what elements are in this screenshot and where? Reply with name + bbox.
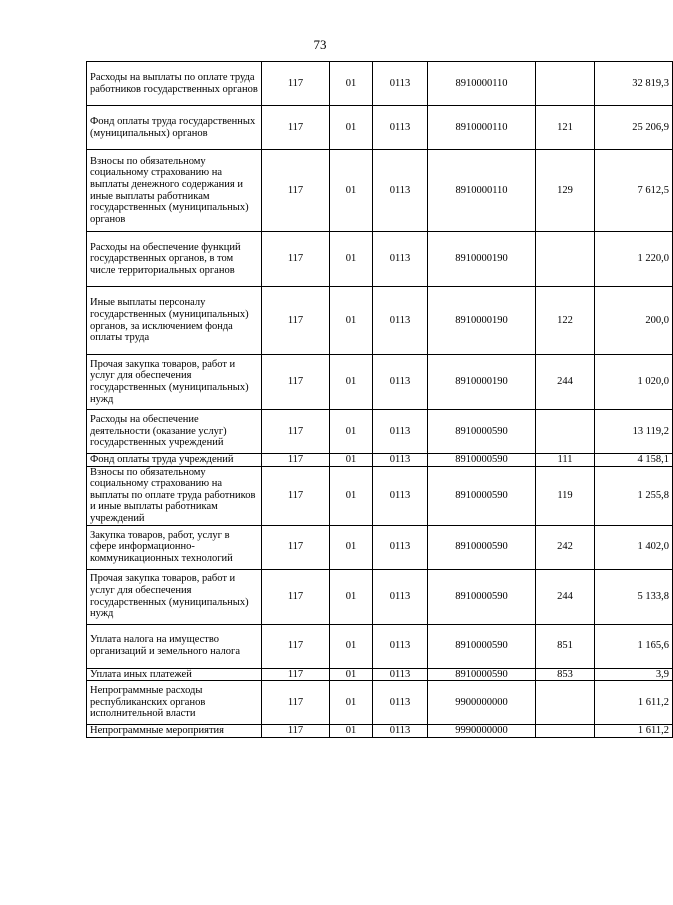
table-row [87, 106, 673, 150]
table-row [87, 355, 673, 410]
row-name: Прочая закупка товаров, работ и услуг для обеспечения государственных (муниципальных) нужд [87, 355, 262, 410]
expense-type-code [536, 725, 595, 738]
budget-table-body [87, 62, 673, 738]
subsection-code: 0113 [373, 668, 428, 681]
target-article-code: 8910000110 [428, 62, 536, 106]
section-code: 01 [330, 62, 373, 106]
amount: 3,9 [595, 668, 673, 681]
row-name: Иные выплаты персоналу государственных (муниципальных) органов, за исключением фонда оплаты труда [87, 287, 262, 355]
admin-code: 117 [262, 62, 330, 106]
row-name: Уплата налога на имущество организаций и земельного налога [87, 624, 262, 668]
admin-code: 117 [262, 106, 330, 150]
table-row [87, 454, 673, 467]
expense-type-code: 122 [536, 287, 595, 355]
section-code: 01 [330, 287, 373, 355]
target-article-code: 9900000000 [428, 681, 536, 725]
amount: 4 158,1 [595, 454, 673, 467]
table-row [87, 569, 673, 624]
budget-table [86, 61, 673, 738]
admin-code: 117 [262, 668, 330, 681]
target-article-code: 9990000000 [428, 725, 536, 738]
admin-code: 117 [262, 454, 330, 467]
row-name: Взносы по обязательному социальному страхованию на выплаты по оплате труда работников и иные выплаты работникам учреждений [87, 466, 262, 525]
table-row [87, 525, 673, 569]
amount: 7 612,5 [595, 150, 673, 232]
amount: 13 119,2 [595, 410, 673, 454]
section-code: 01 [330, 355, 373, 410]
row-name: Уплата иных платежей [87, 668, 262, 681]
target-article-code: 8910000110 [428, 150, 536, 232]
target-article-code: 8910000190 [428, 287, 536, 355]
admin-code: 117 [262, 525, 330, 569]
expense-type-code: 121 [536, 106, 595, 150]
section-code: 01 [330, 454, 373, 467]
expense-type-code: 244 [536, 355, 595, 410]
table-row [87, 62, 673, 106]
amount: 200,0 [595, 287, 673, 355]
row-name: Расходы на выплаты по оплате труда работников государственных органов [87, 62, 262, 106]
target-article-code: 8910000190 [428, 232, 536, 287]
subsection-code: 0113 [373, 106, 428, 150]
amount: 1 020,0 [595, 355, 673, 410]
expense-type-code: 242 [536, 525, 595, 569]
admin-code: 117 [262, 410, 330, 454]
admin-code: 117 [262, 287, 330, 355]
row-name: Взносы по обязательному социальному страхованию на выплаты денежного содержания и иные выплаты работникам государственных (муниципальных) органов [87, 150, 262, 232]
table-row [87, 668, 673, 681]
section-code: 01 [330, 106, 373, 150]
section-code: 01 [330, 150, 373, 232]
target-article-code: 8910000110 [428, 106, 536, 150]
target-article-code: 8910000190 [428, 355, 536, 410]
row-name: Прочая закупка товаров, работ и услуг для обеспечения государственных (муниципальных) нужд [87, 569, 262, 624]
section-code: 01 [330, 569, 373, 624]
admin-code: 117 [262, 624, 330, 668]
subsection-code: 0113 [373, 466, 428, 525]
expense-type-code: 129 [536, 150, 595, 232]
expense-type-code [536, 62, 595, 106]
subsection-code: 0113 [373, 681, 428, 725]
expense-type-code [536, 232, 595, 287]
amount: 32 819,3 [595, 62, 673, 106]
subsection-code: 0113 [373, 410, 428, 454]
section-code: 01 [330, 525, 373, 569]
row-name: Непрограммные мероприятия [87, 725, 262, 738]
section-code: 01 [330, 232, 373, 287]
row-name: Непрограммные расходы республиканских органов исполнительной власти [87, 681, 262, 725]
admin-code: 117 [262, 232, 330, 287]
amount: 1 220,0 [595, 232, 673, 287]
target-article-code: 8910000590 [428, 454, 536, 467]
amount: 1 611,2 [595, 681, 673, 725]
expense-type-code: 119 [536, 466, 595, 525]
amount: 1 402,0 [595, 525, 673, 569]
section-code: 01 [330, 466, 373, 525]
table-row [87, 150, 673, 232]
admin-code: 117 [262, 681, 330, 725]
amount: 1 255,8 [595, 466, 673, 525]
table-row [87, 681, 673, 725]
admin-code: 117 [262, 569, 330, 624]
subsection-code: 0113 [373, 525, 428, 569]
section-code: 01 [330, 624, 373, 668]
subsection-code: 0113 [373, 355, 428, 410]
expense-type-code: 244 [536, 569, 595, 624]
row-name: Фонд оплаты труда государственных (муниципальных) органов [87, 106, 262, 150]
subsection-code: 0113 [373, 150, 428, 232]
admin-code: 117 [262, 466, 330, 525]
amount: 25 206,9 [595, 106, 673, 150]
table-row [87, 410, 673, 454]
subsection-code: 0113 [373, 454, 428, 467]
table-row [87, 725, 673, 738]
page-number: 73 [313, 37, 327, 52]
table-row [87, 466, 673, 525]
table-row [87, 287, 673, 355]
subsection-code: 0113 [373, 624, 428, 668]
expense-type-code [536, 681, 595, 725]
target-article-code: 8910000590 [428, 569, 536, 624]
row-name: Расходы на обеспечение деятельности (оказание услуг) государственных учреждений [87, 410, 262, 454]
admin-code: 117 [262, 355, 330, 410]
amount: 1 611,2 [595, 725, 673, 738]
subsection-code: 0113 [373, 62, 428, 106]
amount: 1 165,6 [595, 624, 673, 668]
expense-type-code: 111 [536, 454, 595, 467]
expense-type-code [536, 410, 595, 454]
target-article-code: 8910000590 [428, 410, 536, 454]
target-article-code: 8910000590 [428, 624, 536, 668]
target-article-code: 8910000590 [428, 668, 536, 681]
subsection-code: 0113 [373, 569, 428, 624]
subsection-code: 0113 [373, 287, 428, 355]
target-article-code: 8910000590 [428, 525, 536, 569]
subsection-code: 0113 [373, 232, 428, 287]
row-name: Расходы на обеспечение функций государственных органов, в том числе территориальных органов [87, 232, 262, 287]
row-name: Закупка товаров, работ, услуг в сфере информационно-коммуникационных технологий [87, 525, 262, 569]
row-name: Фонд оплаты труда учреждений [87, 454, 262, 467]
admin-code: 117 [262, 150, 330, 232]
table-row [87, 232, 673, 287]
section-code: 01 [330, 410, 373, 454]
subsection-code: 0113 [373, 725, 428, 738]
table-row [87, 624, 673, 668]
admin-code: 117 [262, 725, 330, 738]
section-code: 01 [330, 668, 373, 681]
amount: 5 133,8 [595, 569, 673, 624]
target-article-code: 8910000590 [428, 466, 536, 525]
expense-type-code: 851 [536, 624, 595, 668]
expense-type-code: 853 [536, 668, 595, 681]
section-code: 01 [330, 681, 373, 725]
section-code: 01 [330, 725, 373, 738]
